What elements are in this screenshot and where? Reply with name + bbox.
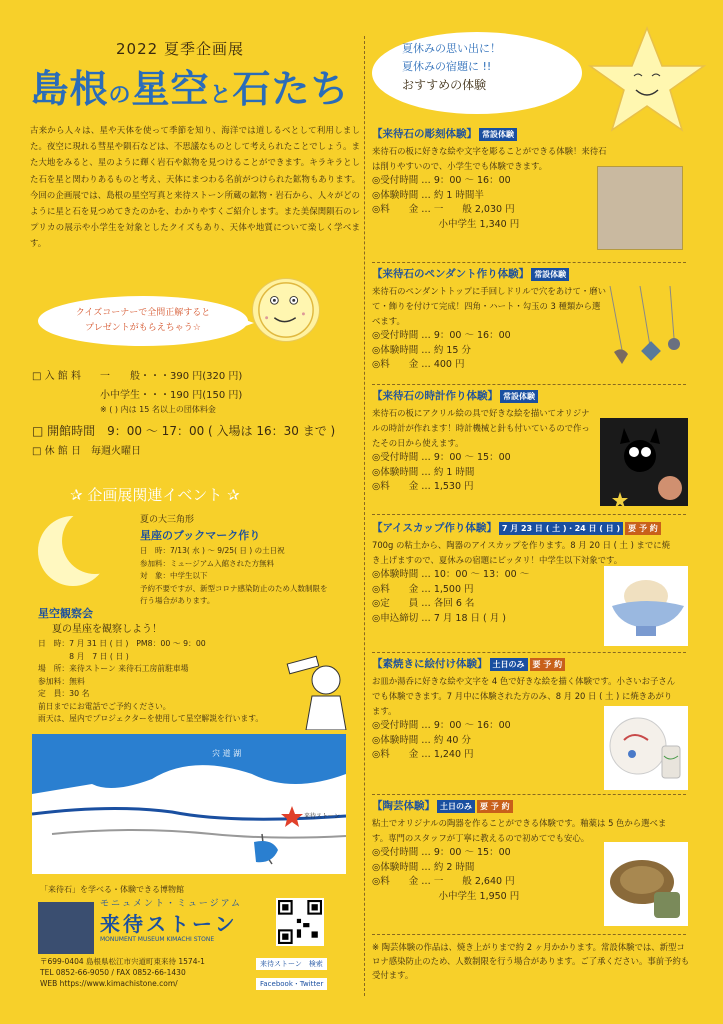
closed-days: □ 休 館 日 毎週火曜日	[32, 446, 141, 457]
event1-detail: 予約不要ですが、新型コロナ感染防止のため人数制限を	[140, 583, 328, 593]
experience-detail: ◎受付時間 … 9：00 ～ 15：00	[372, 847, 511, 858]
experience-detail: ◎定 員 … 各回 6 名	[372, 598, 475, 609]
museum-tagline: 「来待石」を学べる・体験できる博物館	[40, 885, 184, 894]
experience-description: お皿か湯呑に好きな絵や文字を 4 色で好きな絵を描く体験です。小さいお子さんでも体験できます。7 月中に体験された方のみ、8 月 20 日 ( 土 ) に焼きあがります。	[372, 676, 676, 716]
experience-detail: ◎料 金 … 1,530 円	[372, 481, 474, 492]
map-lake-label: 宍 道 湖	[212, 749, 242, 758]
reservation-badge: 要 予 約	[477, 800, 513, 813]
experience-badge: 土日のみ	[437, 800, 475, 813]
museum-logo-image	[38, 902, 94, 954]
title-part-shimane: 島根	[30, 66, 109, 111]
event1-detail: 対 象：中学生以下	[140, 571, 208, 580]
star-cookie-illustration	[252, 278, 320, 342]
opening-hours: □ 開館時間 9：00 ～ 17：00 ( 入場は 16：30 まで )	[32, 424, 336, 438]
separator	[372, 934, 686, 935]
social-links[interactable]: Facebook・Twitter	[256, 978, 327, 990]
experience-detail: ◎料 金 … 一 般 2,640 円	[372, 876, 515, 887]
experience-badge: 常設体験	[479, 128, 517, 141]
column-divider	[364, 36, 365, 996]
event2-detail: 日 時：7 月 31 日 ( 日 ) PM8：00 ～ 9：00	[38, 639, 206, 648]
title-part-hoshizora: 星空	[131, 66, 210, 111]
title-particle-to: と	[209, 82, 233, 108]
painted-plate-photo	[604, 706, 688, 790]
experience-badge: 常設体験	[500, 390, 538, 403]
experience-detail: ◎体験時間 … 10：00 ～ 13：00 ～	[372, 569, 530, 580]
admission-adult: 一 般・・・390 円(320 円)	[100, 371, 243, 382]
event2-detail: 雨天は、屋内でプロジェクターを使用して星空解説を行います。	[38, 714, 264, 723]
pottery-photo	[604, 842, 688, 926]
access-map	[32, 734, 346, 874]
event2-title: 星空観察会	[38, 607, 93, 620]
experience-description: 粘土でオリジナルの陶器を作ることができる体験です。釉薬は 5 色から選べます。専門のスタッフが丁寧に教えるので初めてでも安心。	[372, 818, 667, 843]
experience-detail: ◎料 金 … 1,500 円	[372, 583, 474, 595]
clock-photo	[600, 418, 688, 506]
event1-detail: 日 時：7/13( 水 ) ～ 9/25( 日 ) の土日祝	[140, 546, 285, 555]
experience-detail: ◎受付時間 … 9：00 ～ 16：00	[372, 175, 511, 186]
ice-cup-photo	[604, 566, 688, 646]
museum-contact	[40, 956, 270, 989]
museum-address: 〒699-0404 島根県松江市宍道町東来待 1574-1	[40, 957, 205, 966]
recommend-line-3: おすすめの体験	[402, 78, 487, 92]
event1-subtitle: 夏の大三角形	[140, 515, 195, 525]
experience-detail: ◎体験時間 … 約 1 時間	[372, 466, 475, 478]
experience-title: 【来待石の彫刻体験】 常設体験	[372, 126, 686, 141]
event1-detail: 行う場合があります。	[140, 596, 215, 605]
experience-description: 来待石の板にアクリル絵の具で好きな絵を描いてオリジナルの時計が作れます！時計機械と針も付いているので作ったその日から使えます。	[372, 408, 590, 448]
event2-subtitle: 夏の星座を観察しよう！	[52, 624, 162, 635]
experience-detail: ◎受付時間 … 9：00 ～ 15：00	[372, 452, 511, 463]
experience-detail: ◎体験時間 … 約 1 時間半	[372, 189, 484, 201]
experience-detail: 小中学生 1,950 円	[372, 890, 520, 902]
experience-badge: 常設体験	[531, 268, 569, 281]
experience-title: 【来待石の時計作り体験】 常設体験	[372, 388, 686, 403]
museum-website[interactable]: WEB https://www.kimachistone.com/	[40, 979, 178, 988]
exhibition-season: 2022 夏季企画展	[116, 40, 244, 58]
moon-shadow	[62, 508, 128, 574]
qr-code-icon	[276, 898, 324, 946]
separator	[372, 652, 686, 653]
event2-detail: 前日までにお電話でご予約ください。	[38, 701, 171, 711]
reservation-badge: 要 予 約	[625, 522, 661, 535]
map-marker-label: 来待ストーン	[304, 813, 340, 820]
event1-details	[140, 545, 360, 608]
event2-detail: 参加料：無料	[38, 676, 85, 686]
experience-detail: ◎受付時間 … 9：00 ～ 16：00	[372, 720, 511, 731]
experience-detail: ◎体験時間 … 約 40 分	[372, 734, 471, 746]
experience-title: 【素焼きに絵付け体験】 土日のみ 要 予 約	[372, 656, 686, 671]
experience-detail: ◎料 金 … 一 般 2,030 円	[372, 204, 515, 215]
quiz-line-2: プレゼントがもらえちゃう☆	[85, 323, 201, 333]
admission-note: ※ ( ) 内は 15 名以上の団体料金	[100, 405, 216, 414]
event2-detail: 定 員：30 名	[38, 689, 90, 698]
experience-detail: ◎申込締切 … 7 月 18 日 ( 月 )	[372, 612, 506, 624]
experience-description: 来待石の板に好きな絵や文字を彫ることができる体験！来待石は削りやすいので、小学生でも体験できます。	[372, 146, 607, 171]
admission-child: 小中学生・・・190 円(150 円)	[100, 390, 243, 401]
separator	[372, 384, 686, 385]
experience-detail: ◎体験時間 … 約 2 時間	[372, 861, 475, 873]
experience-detail: 小中学生 1,340 円	[372, 218, 520, 230]
search-keyword-box[interactable]: 来待ストーン 検索	[256, 958, 327, 970]
admission-label: □ 入 館 料	[32, 371, 81, 382]
separator	[372, 514, 686, 515]
pendant-photo	[600, 286, 688, 382]
museum-phone: TEL 0852-66-9050 / FAX 0852-66-1430	[40, 968, 186, 977]
experience-title: 【来待石のペンダント作り体験】 常設体験	[372, 266, 686, 281]
museum-name: 来待ストーン	[100, 912, 238, 936]
page-title	[30, 58, 350, 113]
events-heading: ✰ 企画展関連イベント ✰	[70, 486, 240, 504]
recommend-speech-bubble	[372, 32, 582, 114]
event1-detail: 参加料：ミュージアム入館された方無料	[140, 558, 275, 568]
separator	[372, 794, 686, 795]
separator	[372, 262, 686, 263]
experience-title: 【アイスカップ作り体験】 7 月 23 日 ( 土 )・24 日 ( 日 ) 要 予 約	[372, 520, 686, 535]
smiling-star-icon	[588, 26, 706, 134]
title-particle-no: の	[108, 82, 132, 108]
experience-detail: ◎料 金 … 1,240 円	[372, 749, 474, 760]
experience-title: 【陶芸体験】 土日のみ 要 予 約	[372, 798, 686, 813]
telescope-girl-illustration	[276, 650, 352, 730]
experience-badge: 土日のみ	[490, 658, 528, 671]
event2-detail: 場 所：来待ストーン 来待石工房前駐車場	[38, 664, 189, 673]
quiz-line-1: クイズコーナーで全問正解すると	[75, 308, 211, 318]
quiz-speech-bubble	[38, 296, 248, 346]
museum-english-name: MONUMENT MUSEUM KIMACHI STONE	[100, 936, 215, 943]
experience-detail: ◎料 金 … 400 円	[372, 359, 465, 370]
experience-description: 700g の粘土から、陶器のアイスカップを作ります。8 月 20 日 ( 土 ) までに焼き上げますので、夏休みの宿題にピッタリ！中学生以下対象です。	[372, 540, 671, 565]
intro-text: 古来から人々は、星や天体を使って季節を知り、海洋では道しるべとして利用しました。夜空に現れる彗星や隕石などは、不思議なものとして考えられたことでしょう。また大地をみると、星のように輝く岩石や鉱物を見つけることができます。キラキラとした石を星と関わりあるものと考え、天体にまつわる名前がつけられた鉱物もあります。今回の企画展では、島根の星空写真と来待ストーン所蔵の鉱物・岩石から、人々がどのように星と石を見つめてきたのかを、わかりやすくご紹介します。また美保関隕石のレプリカの展示や小学生を対象としたクイズもあり、天体や地質について楽しく学べます。	[30, 125, 360, 249]
experience-badge: 7 月 23 日 ( 土 )・24 日 ( 日 )	[499, 522, 623, 535]
carving-photo	[597, 166, 683, 250]
experience-detail: ◎受付時間 … 9：00 ～ 16：00	[372, 330, 511, 341]
recommend-line-2: 夏休みの宿題に !!	[402, 60, 492, 73]
footnote: ※ 陶芸体験の作品は、焼き上がりまで約 2 ヶ月かかります。常設体験では、新型コロナ感染防止のため、人数制限を行う場合があります。ご了承ください。事前予約も受付ます。	[372, 942, 690, 980]
event2-detail: 8 月 7 日 ( 日 )	[38, 651, 129, 661]
experience-detail: ◎体験時間 … 約 15 分	[372, 344, 471, 356]
recommend-line-1: 夏休みの思い出に！	[402, 42, 501, 55]
event1-title: 星座のブックマーク作り	[140, 529, 261, 542]
reservation-badge: 要 予 約	[530, 658, 566, 671]
experience-description: 来待石のペンダントトップに手回しドリルで穴をあけて・磨いて・飾りを付けて完成！四角・ハート・勾玉の 3 種類から選べます。	[372, 286, 606, 326]
title-part-ishitachi: 石たち	[232, 66, 350, 111]
museum-subtitle: モニュメント・ミュージアム	[100, 899, 243, 909]
